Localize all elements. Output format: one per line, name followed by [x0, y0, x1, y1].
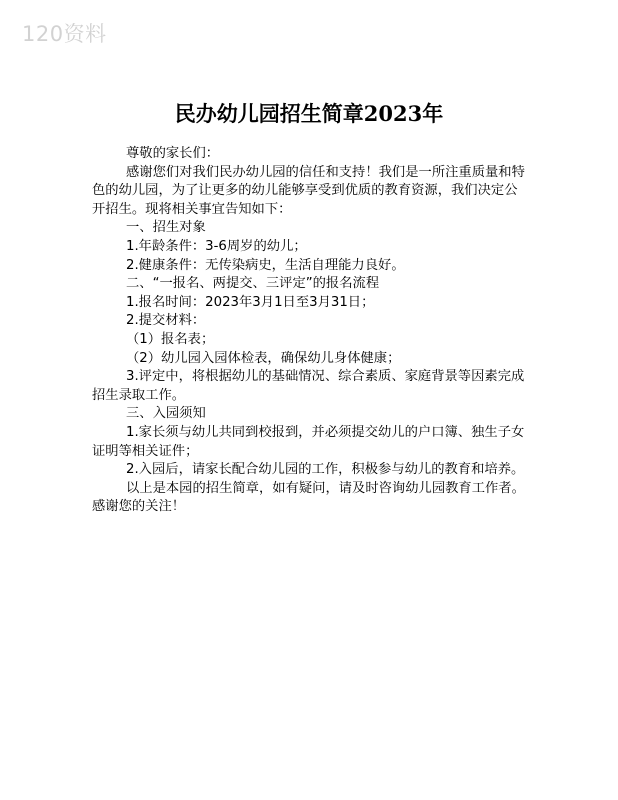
closing-paragraph: 以上是本园的招生简章，如有疑问，请及时咨询幼儿园教育工作者。感谢您的关注！ — [92, 480, 525, 515]
section-heading-enrollment-target: 一、招生对象 — [126, 220, 206, 236]
list-item: （1）报名表； — [126, 331, 215, 347]
section-heading-admission-notes: 三、入园须知 — [126, 406, 206, 422]
watermark: 120资料 — [22, 22, 107, 46]
list-item: 3.评定中，将根据幼儿的基础情况、综合素质、家庭背景等因素完成招生录取工作。 — [92, 369, 525, 403]
list-item: 1.年龄条件：3-6周岁的幼儿； — [126, 238, 307, 254]
list-item: 2.健康条件：无传染病史，生活自理能力良好。 — [126, 257, 405, 273]
list-item: （2）幼儿园入园体检表，确保幼儿身体健康； — [126, 350, 401, 366]
document-body — [92, 145, 528, 517]
list-item: 2.入园后，请家长配合幼儿园的工作，积极参与幼儿的教育和培养。 — [126, 462, 525, 478]
list-item: 2.提交材料： — [126, 313, 206, 329]
section-heading-registration-process: 二、“一报名、两提交、三评定”的报名流程 — [126, 276, 380, 292]
list-item: 1.家长须与幼儿共同到校报到，并必须提交幼儿的户口簿、独生子女证明等相关证件； — [92, 424, 525, 459]
intro-paragraph: 感谢您们对我们民办幼儿园的信任和支持！我们是一所注重质量和特色的幼儿园，为了让更多的幼儿能够享受到优质的教育资源，我们决定公开招生。现将相关事宜告知如下： — [92, 164, 525, 217]
greeting: 尊敬的家长们： — [126, 146, 220, 161]
document-title: 民办幼儿园招生简章2023年 — [174, 101, 444, 126]
list-item: 1.报名时间：2023年3月1日至3月31日； — [126, 294, 375, 310]
